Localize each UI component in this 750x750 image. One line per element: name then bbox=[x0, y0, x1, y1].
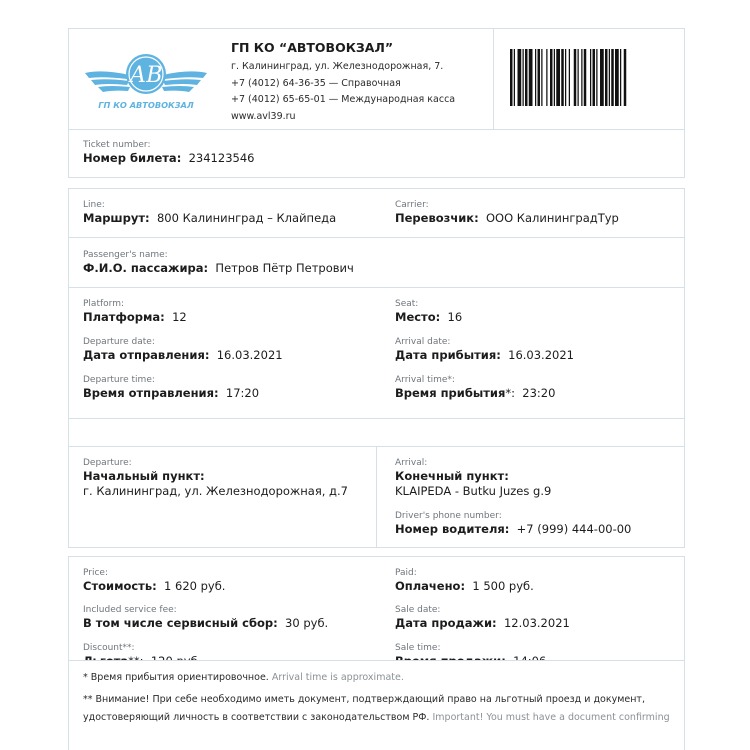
departure-time-field: Departure time: Время отправления: 17:20 bbox=[83, 375, 260, 400]
paid-value: 1 500 руб. bbox=[472, 579, 534, 593]
departure-date-value: 16.03.2021 bbox=[216, 348, 283, 362]
route-block bbox=[68, 188, 685, 436]
platform-field: Platform: Платформа: 12 bbox=[83, 299, 187, 324]
ticket-number-value: 234123546 bbox=[188, 151, 255, 165]
organization-info bbox=[231, 39, 455, 125]
org-address: г. Калининград, ул. Железнодорожная, 7. bbox=[231, 61, 444, 72]
service-fee-field: Included service fee: В том числе сервисный сбор: 30 руб. bbox=[83, 605, 329, 630]
carrier-value: ООО КалининградТур bbox=[486, 211, 619, 225]
sale-date-field: Sale date: Дата продажи: 12.03.2021 bbox=[395, 605, 570, 630]
discount-field: Discount**: bbox=[83, 643, 201, 669]
departure-date-field: Departure date: Дата отправления: 16.03.2021 bbox=[83, 337, 283, 362]
seat-field: Seat: Место: 16 bbox=[395, 299, 463, 324]
carrier-field: Carrier: Перевозчик: ООО КалининградТур bbox=[395, 200, 619, 225]
barcode bbox=[510, 49, 666, 106]
line-value: 800 Калининград – Клайпеда bbox=[156, 211, 337, 225]
passenger-value: Петров Пётр Петрович bbox=[215, 261, 354, 275]
org-name: ГП КО “АВТОВОКЗАЛ” bbox=[231, 40, 394, 55]
driver-phone-value: +7 (999) 444-00-00 bbox=[516, 522, 632, 536]
line-field: Line: Маршрут: 800 Калининград – Клайпеда bbox=[83, 200, 337, 225]
org-phone-intl: +7 (4012) 65-65-01 — Международная касса bbox=[231, 94, 456, 105]
arrival-time-field: Arrival time*: Время прибытия*: 23:20 bbox=[395, 375, 556, 400]
ticket-number-block bbox=[68, 130, 685, 178]
departure-point-value: г. Калининград, ул. Железнодорожная, д.7 bbox=[83, 484, 348, 498]
paid-field: Paid: Оплачено: 1 500 руб. bbox=[395, 568, 534, 593]
header-divider bbox=[493, 29, 494, 129]
ticket-number-label-en: Ticket number: bbox=[83, 140, 151, 150]
logo-monogram: АВ bbox=[129, 63, 163, 88]
org-website[interactable]: www.avl39.ru bbox=[231, 110, 296, 122]
arrival-point-value: KLAIPEDA - Butku Juzes g.9 bbox=[395, 484, 552, 498]
ticket-number-label: Номер билета: bbox=[83, 151, 182, 165]
notes-block bbox=[68, 660, 685, 750]
departure-point-field: Departure: Начальный пункт: г. Калининград, ул. Железнодорожная, д.7 bbox=[83, 458, 348, 498]
note-discount-docs: ** Внимание! При себе необходимо иметь документ, подтверждающий право на льготный проезд и документ, удостоверяющий личность в соответствии с законодательством РФ. Important! You must have a document confirming bbox=[83, 694, 670, 723]
price-value: 1 620 руб. bbox=[164, 579, 226, 593]
seat-value: 16 bbox=[447, 310, 463, 324]
header-block bbox=[68, 28, 685, 130]
sale-date-value: 12.03.2021 bbox=[503, 616, 570, 630]
note-arrival-time: * Время прибытия ориентировочное. Arrival time is approximate. bbox=[83, 672, 404, 683]
price-field: Price: Стоимость: 1 620 руб. bbox=[83, 568, 226, 593]
arrival-date-value: 16.03.2021 bbox=[508, 348, 574, 362]
sale-time-field: Sale time: bbox=[395, 643, 546, 669]
arrival-date-field: Arrival date: Дата прибытия: 16.03.2021 bbox=[395, 337, 574, 362]
bus-station-logo bbox=[83, 51, 209, 113]
org-phone-info: +7 (4012) 64-36-35 — Справочная bbox=[231, 77, 401, 89]
departure-time-value: 17:20 bbox=[225, 386, 260, 400]
driver-phone-field: Driver's phone number: Номер водителя: +7 (999) 444-00-00 bbox=[395, 511, 632, 536]
passenger-field: Passenger's name: Ф.И.О. пассажира: Петров Пётр Петрович bbox=[83, 250, 354, 275]
platform-value: 12 bbox=[172, 310, 187, 324]
service-fee-value: 30 руб. bbox=[285, 616, 329, 630]
arrival-point-field: Arrival: Конечный пункт: KLAIPEDA - Butku Juzes g.9 bbox=[395, 458, 552, 498]
arrival-time-value: 23:20 bbox=[522, 386, 556, 400]
logo-text: ГП КО АВТОВОКЗАЛ bbox=[98, 100, 194, 110]
points-block-inner bbox=[68, 446, 685, 548]
